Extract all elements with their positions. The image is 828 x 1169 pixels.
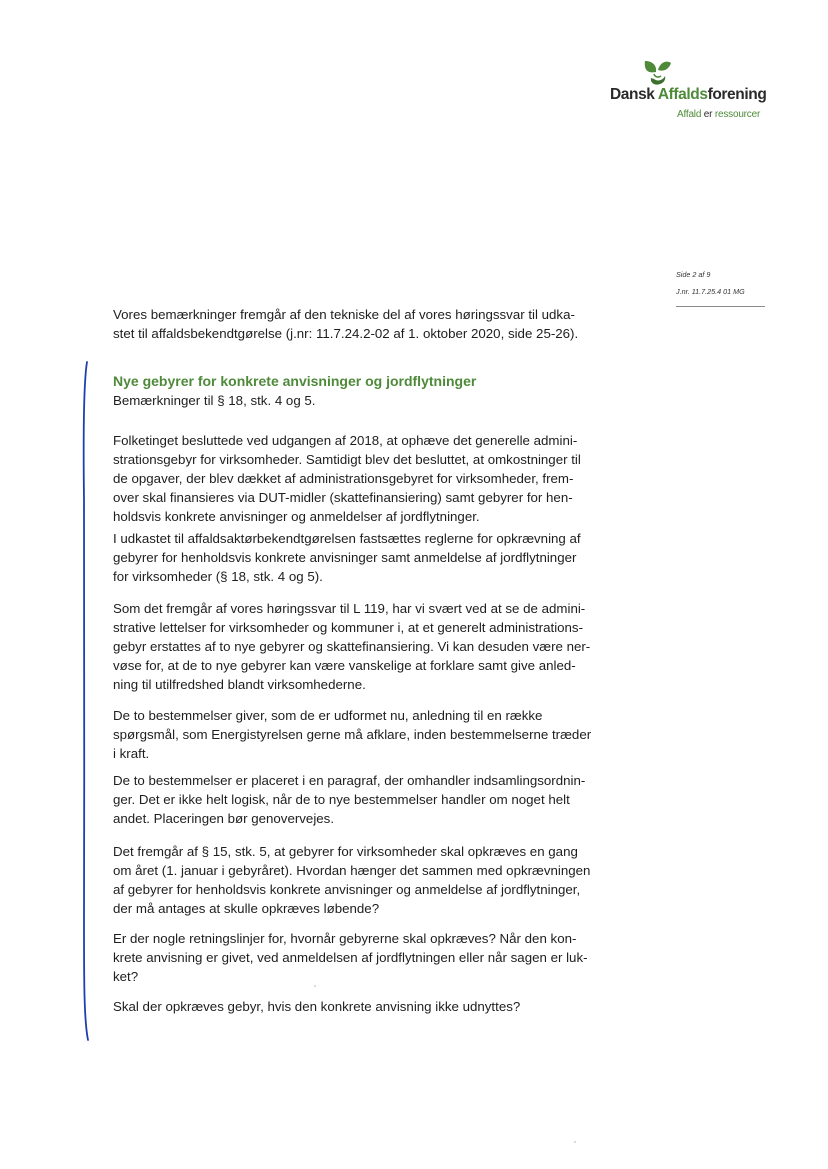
text-line: Det fremgår af § 15, stk. 5, at gebyrer for virksomheder skal opkræves en gang [113, 844, 578, 859]
logo-tagline-part: ressourcer [712, 109, 761, 120]
text-line: i kraft. [113, 746, 150, 761]
text-line: krete anvisning er givet, ved anmeldelsen af jordflytningen eller når sagen er luk- [113, 950, 588, 965]
logo-name-part: Dansk [610, 86, 658, 103]
scan-speck [314, 985, 316, 987]
logo-name-part: Affalds [657, 86, 708, 103]
logo-wordmark [610, 86, 766, 104]
text-line: de opgaver, der blev dækket af administrationsgebyret for virksomheder, frem- [113, 471, 574, 486]
paragraph [113, 529, 595, 586]
text-line: I udkastet til affaldsaktørbekendtgørelsen fastsættes reglerne for opkrævning af [113, 531, 581, 546]
section-heading: Nye gebyrer for konkrete anvisninger og jordflytninger [113, 373, 477, 389]
margin-annotation-bar [78, 360, 94, 1042]
section-subheading: Bemærkninger til § 18, stk. 4 og 5. [113, 393, 316, 408]
text-line: Vores bemærkninger fremgår af den tekniske del af vores høringssvar til udka- [113, 307, 575, 322]
text-line: Folketinget besluttede ved udgangen af 2018, at ophæve det generelle admini- [113, 433, 578, 448]
text-line: strationsgebyr for virksomheder. Samtidigt blev det besluttet, at omkostninger til [113, 452, 581, 467]
text-line: gebyrer for henholdsvis konkrete anvisninger samt anmeldelse af jordflytninger [113, 550, 577, 565]
paragraph [113, 771, 595, 828]
logo-tagline-part: Affald [677, 109, 704, 120]
text-line: gebyr erstattes af to nye gebyrer og skattefinansiering. Vi kan desuden være ner- [113, 639, 591, 654]
text-line: Er der nogle retningslinjer for, hvornår gebyrerne skal opkræves? Når den kon- [113, 931, 577, 946]
text-line: for virksomheder (§ 18, stk. 4 og 5). [113, 569, 323, 584]
journal-number: J.nr. 11.7.25.4 01 MG [676, 287, 745, 296]
text-line: andet. Placeringen bør genovervejes. [113, 811, 335, 826]
text-line: ger. Det er ikke helt logisk, når de to nye bestemmelser handler om noget helt [113, 792, 570, 807]
text-line: om året (1. januar i gebyråret). Hvordan hænger det sammen med opkrævningen [113, 863, 591, 878]
leaf-logo-icon [642, 58, 672, 86]
paragraph [113, 706, 595, 763]
text-line: stet til affaldsbekendtgørelse (j.nr: 11.7.24.2-02 af 1. oktober 2020, side 25-26). [113, 326, 579, 341]
organization-logo [602, 58, 772, 128]
text-line: Skal der opkræves gebyr, hvis den konkrete anvisning ikke udnyttes? [113, 999, 521, 1014]
text-line: ning til utilfredshed blandt virksomhederne. [113, 677, 366, 692]
page-number: Side 2 af 9 [676, 270, 711, 279]
paragraph [113, 599, 595, 694]
text-line: af gebyrer for henholdsvis konkrete anvisninger og anmeldelse af jordflytninger, [113, 882, 581, 897]
logo-tagline [677, 109, 760, 120]
scan-speck [574, 1141, 576, 1143]
logo-tagline-part: er [703, 109, 713, 120]
text-line: Som det fremgår af vores høringssvar til L 119, har vi svært ved at se de admini- [113, 601, 586, 616]
text-line: De to bestemmelser er placeret i en paragraf, der omhandler indsamlingsordnin- [113, 773, 586, 788]
text-line: der må antages at skulle opkræves løbende? [113, 901, 380, 916]
paragraph [113, 929, 595, 986]
meta-divider [676, 306, 765, 307]
text-line: over skal finansieres via DUT-midler (skattefinansiering) samt gebyrer for hen- [113, 490, 573, 505]
paragraph [113, 842, 595, 918]
logo-name-part: forening [707, 86, 767, 103]
text-line: vøse for, at de to nye gebyrer kan være vanskelige at forklare samt give anled- [113, 658, 576, 673]
text-line: spørgsmål, som Energistyrelsen gerne må afklare, inden bestemmelserne træder [113, 727, 592, 742]
text-line: holdsvis konkrete anvisninger og anmeldelser af jordflytninger. [113, 509, 480, 524]
paragraph [113, 997, 595, 1016]
text-line: strative lettelser for virksomheder og kommuner i, at et generelt administrations- [113, 620, 584, 635]
intro-paragraph [113, 305, 593, 343]
text-line: De to bestemmelser giver, som de er udformet nu, anledning til en række [113, 708, 543, 723]
paragraph [113, 431, 595, 526]
text-line: ket? [113, 969, 139, 984]
